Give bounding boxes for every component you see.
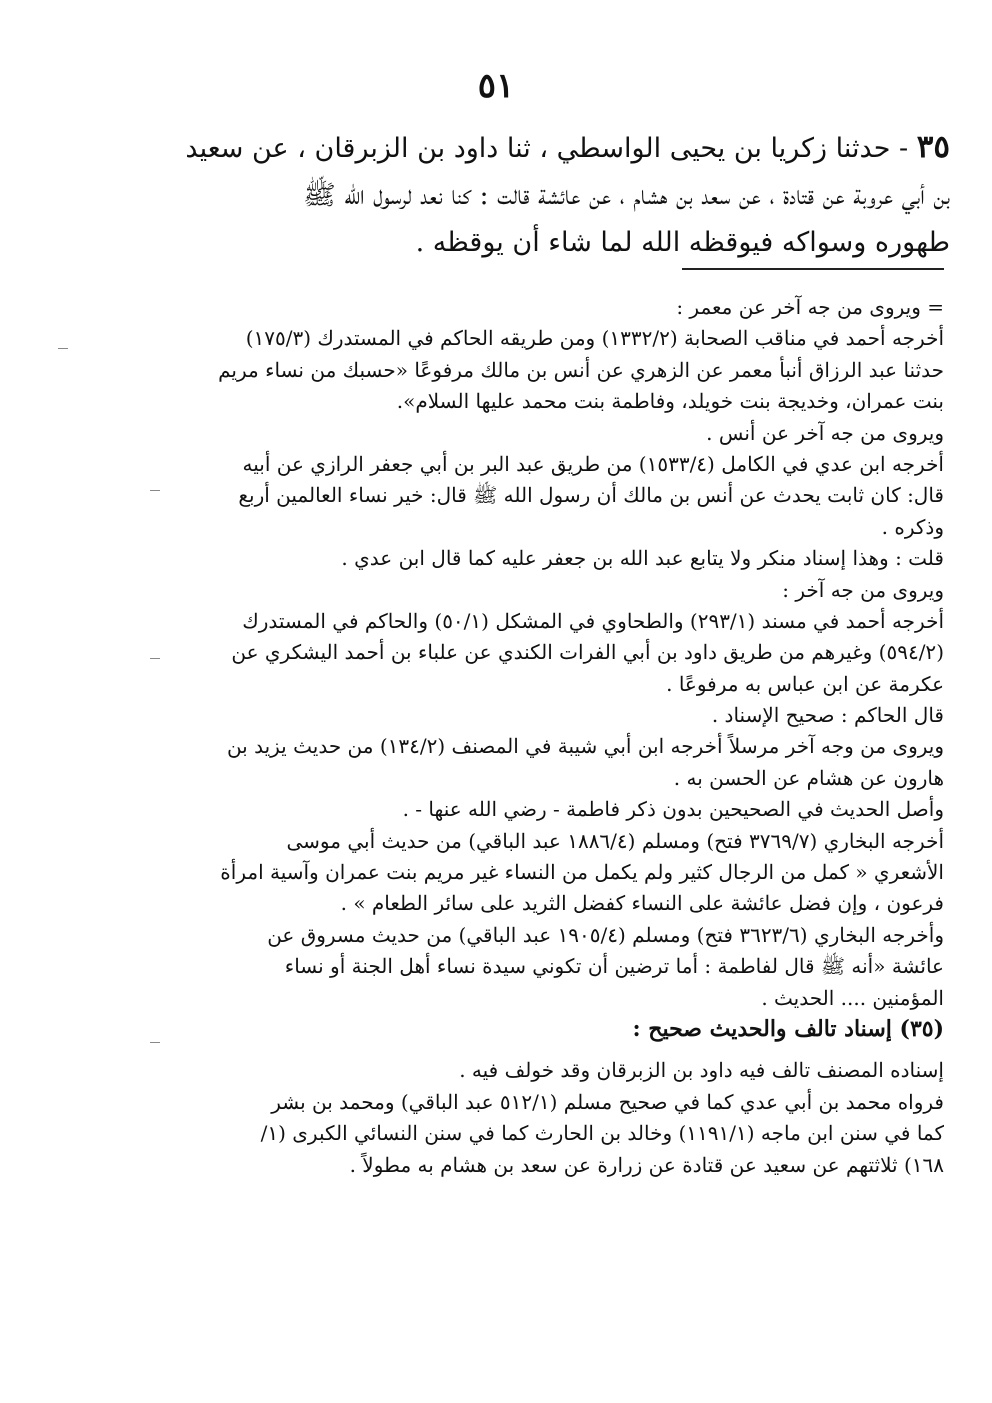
footnote-line: ويروى من وجه آخر مرسلاً أخرجه ابن أبي شيبة في المصنف (١٣٤/٢) من حديث يزيد بن (226, 734, 944, 759)
footnote-line: حدثنا عبد الرزاق أنبأ معمر عن الزهري عن أنس بن مالك مرفوعًا «حسبك من نساء مريم (218, 357, 944, 382)
footnote-line: المؤمنين .... الحديث . (761, 985, 944, 1010)
footnote-separator (682, 268, 944, 270)
hadith-line: بن أبي عروبة عن قتادة ، عن سعد بن هشام ، عن عائشة قالت : كنا نعد لرسول الله ﷺ (303, 180, 950, 211)
footnote-line: (٥٩٤/٢) وغيرهم من طريق داود بن أبي الفرات الكندي عن علباء بن أحمد اليشكري عن (231, 640, 944, 665)
footnote-line: أخرجه البخاري (٣٧٦٩/٧ فتح) ومسلم (١٨٨٦/٤ عبد الباقي) من حديث أبي موسى (286, 828, 944, 853)
footnotes (144, 292, 944, 1181)
footnote-line: ١٦٨) ثلاثتهم عن سعيد عن قتادة عن زرارة عن سعد بن هشام به مطولاً . (349, 1152, 944, 1177)
hadith-line: ٣٥ - حدثنا زكريا بن يحيى الواسطي ، ثنا داود بن الزبرقان ، عن سعيد (185, 129, 950, 165)
footnote-line: ويروى من جه آخر عن أنس . (706, 420, 944, 445)
footnote-line: قال: كان ثابت يحدث عن أنس بن مالك أن رسول الله ﷺ قال: خير نساء العالمين أربع (238, 483, 944, 508)
footnote-line: عكرمة عن ابن عباس به مرفوعًا . (666, 671, 944, 696)
footnote-line: وأخرجه البخاري (٣٦٢٣/٦ فتح) ومسلم (١٩٠٥/٤ عبد الباقي) من حديث مسروق عن (267, 922, 944, 947)
footnote-line: هارون عن هشام عن الحسن به . (673, 765, 944, 790)
margin-mark (58, 348, 68, 349)
footnote-line: الأشعري « كمل من الرجال كثير ولم يكمل من النساء غير مريم بنت عمران وآسية امرأة (220, 860, 944, 885)
footnote-line: قال الحاكم : صحيح الإسناد . (711, 703, 944, 728)
footnote-line: أخرجه أحمد في مسند (٢٩٣/١) والطحاوي في المشكل (٥٠/١) والحاكم في المستدرك (242, 608, 944, 633)
footnote-line: وأصل الحديث في الصحيحين بدون ذكر فاطمة - رضي الله عنها - . (402, 797, 944, 822)
footnote-line: أخرجه ابن عدي في الكامل (١٥٣٣/٤) من طريق عبد البر بن أبي جعفر الرازي عن أبيه (242, 451, 944, 476)
footnote-line: = ويروى من جه آخر عن معمر : (676, 295, 944, 319)
footnote-line: فرواه محمد بن أبي عدي كما في صحيح مسلم (٥١٢/١ عبد الباقي) ومحمد بن بشر (271, 1089, 944, 1114)
footnote-line: قلت : وهذا إسناد منكر ولا يتابع عبد الله بن جعفر عليه كما قال ابن عدي . (341, 546, 944, 571)
footnote-line: ويروى من جه آخر : (782, 577, 944, 602)
footnote-line: وذكره . (881, 514, 944, 539)
footnote-line: أخرجه أحمد في مناقب الصحابة (١٣٣٢/٢) ومن طريقه الحاكم في المستدرك (١٧٥/٣) (245, 326, 944, 351)
footnote-line: كما في سنن ابن ماجه (١١٩١/١) وخالد بن الحارث كما في سنن النسائي الكبرى (١/ (260, 1121, 944, 1146)
footnote-heading: (٣٥) إسناد تالف والحديث صحيح : (632, 1015, 944, 1042)
footnote-line: إسناده المصنف تالف فيه داود بن الزبرقان وقد خولف فيه . (459, 1058, 944, 1083)
hadith-number: ٣٥ (916, 129, 950, 165)
footnote-line: بنت عمران، وخديجة بنت خويلد، وفاطمة بنت محمد عليها السلام». (396, 389, 944, 414)
hadith-text (150, 124, 950, 266)
spacer (144, 1045, 944, 1055)
hadith-line: طهوره وسواكه فيوقظه الله لما شاء أن يوقظه . (415, 227, 950, 258)
footnote-line: عائشة «أنه ﷺ قال لفاطمة : أما ترضين أن تكوني سيدة نساء أهل الجنة أو نساء (284, 954, 944, 979)
footnote-line: فرعون ، وإن فضل عائشة على النساء كفضل الثريد على سائر الطعام » . (340, 891, 944, 916)
page-number: ٥١ (477, 66, 515, 106)
